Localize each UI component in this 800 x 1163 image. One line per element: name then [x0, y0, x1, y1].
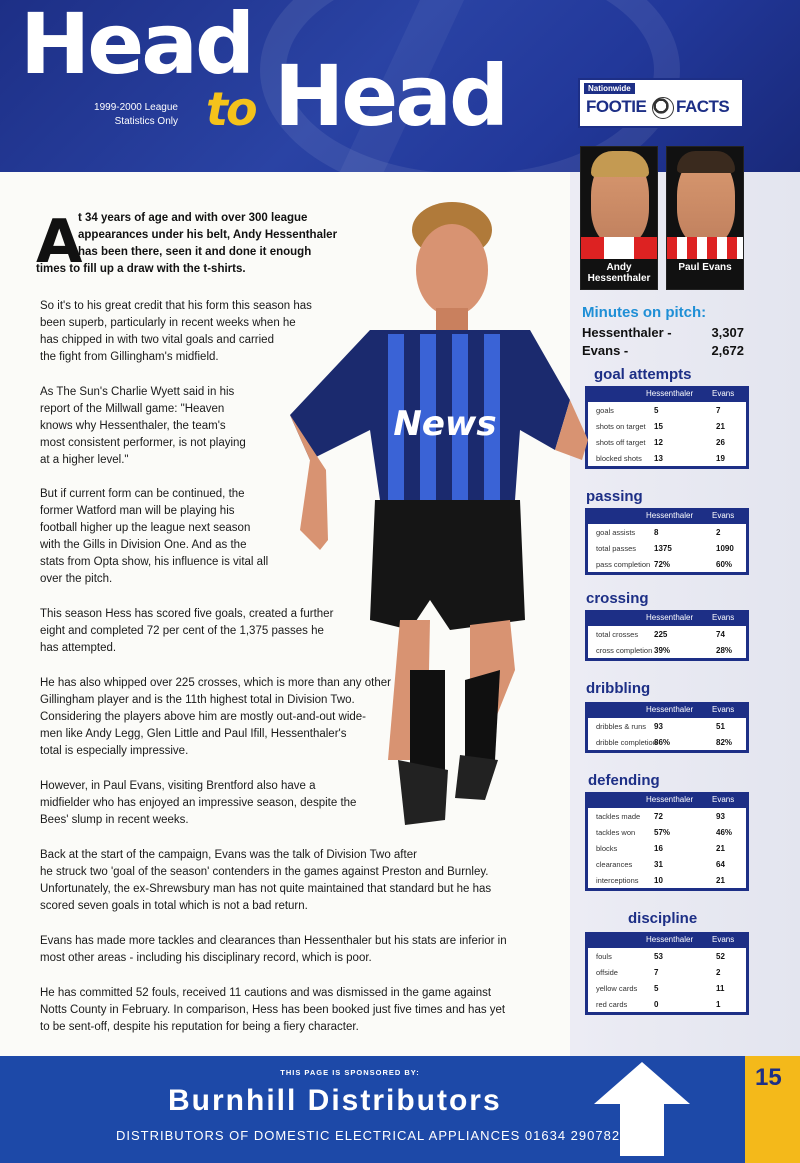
table-row [588, 840, 746, 856]
logo-footie: FOOTIE [586, 97, 647, 116]
table-row [588, 642, 746, 658]
stat-value-hessenthaler: 57% [654, 828, 671, 837]
table-row [588, 856, 746, 872]
stat-value-hessenthaler: 72 [654, 812, 663, 821]
photo-evans [666, 146, 744, 290]
table-row [588, 824, 746, 840]
player-name: Paul Evans [678, 262, 732, 273]
boot-shape [398, 760, 448, 825]
title-to: to [206, 82, 256, 136]
stat-label: red cards [596, 1000, 628, 1009]
stat-table [585, 386, 749, 469]
stat-value-evans: 64 [716, 860, 725, 869]
table-row [588, 556, 746, 572]
stat-value-hessenthaler: 72% [654, 560, 671, 569]
arrow-up-icon [592, 1060, 692, 1158]
stat-value-hessenthaler: 5 [654, 406, 659, 415]
shirt-shape [667, 237, 743, 259]
table-row [588, 980, 746, 996]
logo-facts: FACTS [676, 97, 730, 116]
table-row [588, 418, 746, 434]
article-line: has chipped in with two vital goals and carried [40, 334, 274, 346]
stat-label: cross completion [596, 646, 653, 655]
stat-value-hessenthaler: 5 [654, 984, 659, 993]
photo-hessenthaler [580, 146, 658, 290]
article-line: former Watford man will be playing his [40, 505, 235, 517]
article-line: at a higher level." [40, 454, 129, 466]
stat-label: shots off target [596, 438, 646, 447]
article-line: He has committed 52 fouls, received 11 cautions and was dismissed in the game against [40, 987, 492, 999]
stat-label: goals [596, 406, 614, 415]
stat-label: yellow cards [596, 984, 638, 993]
stat-table [585, 508, 749, 575]
section-title: defending [588, 772, 660, 789]
shirt-sponsor: News [393, 404, 497, 444]
section-title: goal attempts [594, 366, 692, 383]
stat-label: dribbles & runs [596, 722, 647, 731]
title-head-1: Head [20, 0, 253, 93]
stat-label: total passes [596, 544, 637, 553]
article-line: over the pitch. [40, 573, 113, 585]
section-title: passing [586, 488, 643, 505]
minutes-value: 2,672 [711, 343, 744, 358]
stat-value-evans: 1090 [716, 544, 734, 553]
table-row [588, 964, 746, 980]
stat-label: interceptions [596, 876, 639, 885]
drop-cap: A [36, 207, 83, 277]
article-line: most other areas - including his disciplinary record, which is poor. [40, 952, 372, 964]
shorts-shape [370, 500, 525, 630]
article-line: But if current form can be continued, the [40, 488, 245, 500]
stat-value-evans: 74 [716, 630, 725, 639]
stat-value-hessenthaler: 86% [654, 738, 671, 747]
stat-value-evans: 19 [716, 454, 725, 463]
column-evans: Evans [712, 613, 735, 622]
article-line: total is especially impressive. [40, 745, 189, 757]
minutes-row [582, 325, 744, 340]
table-row [588, 626, 746, 642]
table-row [588, 948, 746, 964]
table-row [588, 450, 746, 466]
table-row [588, 402, 746, 418]
stat-value-evans: 21 [716, 422, 725, 431]
stat-label: pass completion [596, 560, 651, 569]
sock-shape [465, 670, 500, 760]
sponsor-label: THIS PAGE IS SPONSORED BY: [280, 1068, 420, 1077]
sponsor-tagline: DISTRIBUTORS OF DOMESTIC ELECTRICAL APPLIANCES 01634 290782 [116, 1128, 621, 1143]
intro-line-2: appearances under his belt, Andy Hessenthaler [78, 229, 338, 241]
column-evans: Evans [712, 511, 735, 520]
column-evans: Evans [712, 935, 735, 944]
header-subtitle [78, 101, 178, 129]
photo-caption [581, 259, 657, 289]
stat-value-evans: 28% [716, 646, 733, 655]
stat-value-evans: 21 [716, 876, 725, 885]
article-line: the fight from Gillingham's midfield. [40, 351, 219, 363]
stat-value-hessenthaler: 15 [654, 422, 663, 431]
article-line: football higher up the league next season [40, 522, 251, 534]
column-evans: Evans [712, 389, 735, 398]
stat-value-hessenthaler: 16 [654, 844, 663, 853]
stat-table-header [588, 386, 746, 402]
minutes-title: Minutes on pitch: [582, 304, 707, 321]
stat-table-header [588, 792, 746, 808]
section-title: dribbling [586, 680, 651, 697]
article-line: So it's to his great credit that his form this season has [40, 300, 312, 312]
intro-line-1: t 34 years of age and with over 300 league [78, 212, 308, 224]
stat-value-hessenthaler: 39% [654, 646, 671, 655]
hair-shape [677, 151, 735, 173]
article-line: Evans has made more tackles and clearances than Hessenthaler but his stats are inferior in [40, 935, 507, 947]
article-line: has attempted. [40, 642, 117, 654]
football-icon [652, 97, 674, 119]
stat-label: blocked shots [596, 454, 642, 463]
article-line: Notts County in February. In comparison, Hess has been booked just five times and has yet [40, 1004, 506, 1016]
article-line: he struck two 'goal of the season' contenders in the games against Preston and Burnley. [40, 866, 489, 878]
stat-table-header [588, 508, 746, 524]
stat-table [585, 702, 749, 753]
stat-table-header [588, 932, 746, 948]
stat-value-hessenthaler: 31 [654, 860, 663, 869]
stat-value-evans: 82% [716, 738, 733, 747]
article-line: knows why Hessenthaler, the team's [40, 420, 226, 432]
stat-value-evans: 93 [716, 812, 725, 821]
minutes-label: Evans - [582, 343, 629, 358]
article-line: midfielder who has enjoyed an impressive season, despite the [40, 797, 357, 809]
article-line: men like Andy Legg, Glen Little and Paul Ifill, Hessenthaler's [40, 728, 347, 740]
player-photo [270, 200, 590, 840]
stat-label: fouls [596, 952, 612, 961]
table-row [588, 540, 746, 556]
article-line: to be sent-off, despite his reputation for being a fiery character. [40, 1021, 359, 1033]
stat-value-hessenthaler: 225 [654, 630, 668, 639]
table-row [588, 734, 746, 750]
head-shape [416, 224, 488, 316]
article-line: This season Hess has scored five goals, created a further [40, 608, 334, 620]
stat-label: blocks [596, 844, 618, 853]
minutes-row [582, 343, 744, 358]
article-line: Bees' slump in recent weeks. [40, 814, 189, 826]
table-row [588, 718, 746, 734]
photo-caption [667, 259, 743, 289]
column-hessenthaler: Hessenthaler [646, 935, 694, 944]
article-line: However, in Paul Evans, visiting Brentford also have a [40, 780, 316, 792]
stat-value-evans: 46% [716, 828, 733, 837]
sponsor-name: Burnhill Distributors [168, 1084, 502, 1117]
stat-value-evans: 51 [716, 722, 725, 731]
stat-table-header [588, 610, 746, 626]
stat-table [585, 932, 749, 1015]
stat-value-evans: 52 [716, 952, 725, 961]
stat-label: tackles won [596, 828, 636, 837]
neck-shape [436, 308, 468, 330]
stat-label: offside [596, 968, 618, 977]
stat-label: shots on target [596, 422, 646, 431]
stat-label: dribble completion [596, 738, 657, 747]
stat-value-hessenthaler: 1375 [654, 544, 672, 553]
stat-value-evans: 2 [716, 968, 721, 977]
stat-value-hessenthaler: 12 [654, 438, 663, 447]
page-number-tab [745, 1056, 800, 1163]
intro-line-4: times to fill up a draw with the t-shirts. [36, 263, 246, 275]
footie-facts-logo [578, 78, 744, 128]
column-hessenthaler: Hessenthaler [646, 705, 694, 714]
section-title: crossing [586, 590, 649, 607]
logo-brand: Nationwide [584, 83, 635, 94]
stat-value-evans: 11 [716, 984, 725, 993]
stat-value-hessenthaler: 13 [654, 454, 663, 463]
table-row [588, 524, 746, 540]
article-line: with the Gills in Division One. And as the [40, 539, 247, 551]
stat-value-hessenthaler: 53 [654, 952, 663, 961]
article-line: He has also whipped over 225 crosses, which is more than any other [40, 677, 391, 689]
column-evans: Evans [712, 705, 735, 714]
stat-value-evans: 2 [716, 528, 721, 537]
title-head-2: Head [274, 47, 507, 145]
stat-value-hessenthaler: 8 [654, 528, 659, 537]
stat-value-evans: 1 [716, 1000, 721, 1009]
column-evans: Evans [712, 795, 735, 804]
minutes-label: Hessenthaler - [582, 325, 672, 340]
stat-value-hessenthaler: 10 [654, 876, 663, 885]
table-row [588, 872, 746, 888]
sponsor-footer [0, 1056, 745, 1163]
column-hessenthaler: Hessenthaler [646, 389, 694, 398]
table-row [588, 808, 746, 824]
stat-value-hessenthaler: 7 [654, 968, 659, 977]
article-line: stats from Opta show, his influence is vital all [40, 556, 269, 568]
article-line: been superb, particularly in recent weeks when he [40, 317, 296, 329]
column-hessenthaler: Hessenthaler [646, 795, 694, 804]
stat-value-evans: 7 [716, 406, 721, 415]
page-number: 15 [755, 1064, 782, 1091]
article-line: Gillingham player and is the 11th highest total in Division Two. [40, 694, 355, 706]
stat-label: total crosses [596, 630, 639, 639]
shirt-shape [581, 237, 657, 259]
hair-shape [591, 151, 649, 177]
article-line: scored seven goals in total which is not a bad return. [40, 900, 308, 912]
stat-label: clearances [596, 860, 633, 869]
stat-value-evans: 26 [716, 438, 725, 447]
table-row [588, 996, 746, 1012]
subtitle-line-2: Statistics Only [114, 116, 178, 127]
intro-line-3: has been there, seen it and done it enough [78, 246, 312, 258]
subtitle-line-1: 1999-2000 League [94, 102, 178, 113]
stat-value-evans: 21 [716, 844, 725, 853]
article-line: report of the Millwall game: "Heaven [40, 403, 225, 415]
boot-shape [455, 755, 498, 800]
stat-value-hessenthaler: 0 [654, 1000, 659, 1009]
table-row [588, 434, 746, 450]
stat-label: tackles made [596, 812, 641, 821]
stat-table-header [588, 702, 746, 718]
stat-value-hessenthaler: 93 [654, 722, 663, 731]
article-line: most consistent performer, is not playing [40, 437, 246, 449]
stat-table [585, 610, 749, 661]
column-hessenthaler: Hessenthaler [646, 511, 694, 520]
article-line: Back at the start of the campaign, Evans was the talk of Division Two after [40, 849, 417, 861]
article-line: Unfortunately, the ex-Shrewsbury man has not quite maintained that standard but he has [40, 883, 492, 895]
section-title: discipline [628, 910, 698, 927]
article-line: eight and completed 72 per cent of the 1,375 passes he [40, 625, 324, 637]
minutes-value: 3,307 [711, 325, 744, 340]
stat-table [585, 792, 749, 891]
stat-value-evans: 60% [716, 560, 733, 569]
article-line: As The Sun's Charlie Wyett said in his [40, 386, 235, 398]
article-line: Considering the players above him are mostly out-and-out wide- [40, 711, 366, 723]
player-name: Andy Hessenthaler [587, 262, 651, 284]
stat-label: goal assists [596, 528, 636, 537]
column-hessenthaler: Hessenthaler [646, 613, 694, 622]
